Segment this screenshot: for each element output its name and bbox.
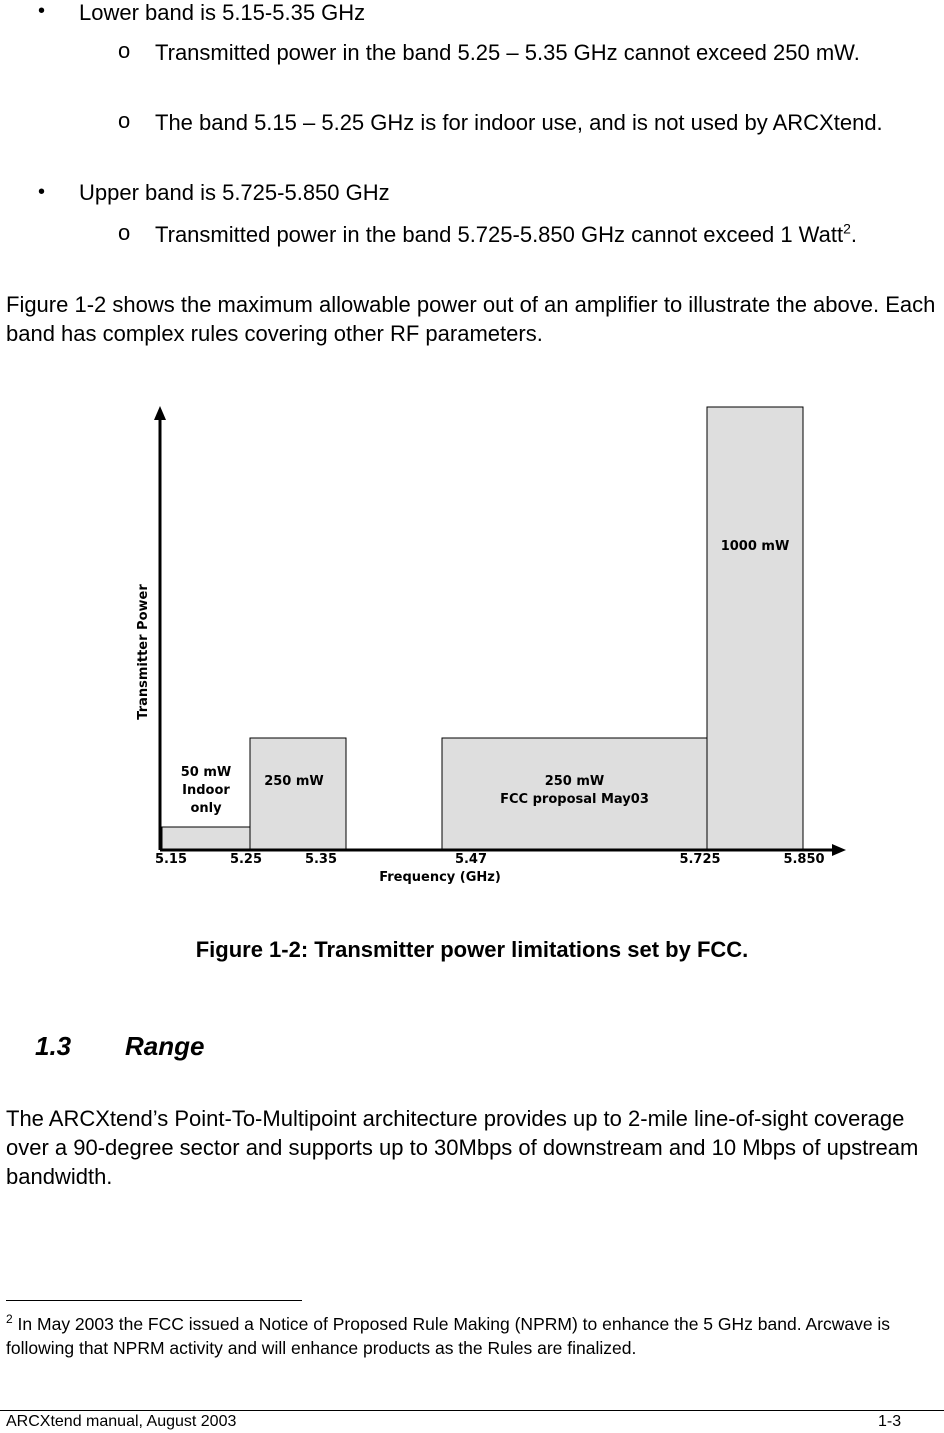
bullet-upper-band: Upper band is 5.725-5.850 GHz <box>79 180 390 205</box>
footnote <box>6 1312 936 1360</box>
band-bar-1 <box>250 738 346 849</box>
figure-caption: Figure 1-2: Transmitter power limitations set by FCC. <box>195 937 749 962</box>
band-label-0-0: 50 mW <box>180 765 232 780</box>
x-tick-label: 5.47 <box>454 852 488 867</box>
sub-bullet-1watt-text: Transmitted power in the band 5.725-5.850 GHz cannot exceed 1 Watt <box>155 222 844 247</box>
footnote-ref: 2 <box>843 220 851 237</box>
x-tick-label: 5.25 <box>229 852 263 867</box>
y-axis-label: Transmitter Power <box>136 584 151 720</box>
band-label-0-1: Indoor <box>182 783 230 798</box>
band-label-3-0: 1000 mW <box>720 539 790 554</box>
band-label-0-2: only <box>190 801 222 816</box>
sub-bullet-marker: o <box>118 108 131 133</box>
band-label-2-1: FCC proposal May03 <box>500 792 649 807</box>
footnote-text: In May 2003 the FCC issued a Notice of Proposed Rule Making (NPRM) to enhance the 5 GHz band. Arcwave is following that NPRM activity and will enhance products as the Rules are finalized. <box>6 1314 891 1358</box>
chart-bars <box>162 407 803 849</box>
x-axis-arrow <box>832 844 846 856</box>
power-chart <box>0 390 944 900</box>
intro-paragraph: Figure 1-2 shows the maximum allowable power out of an amplifier to illustrate the above. Each band has complex rules covering other RF parameters. <box>6 292 936 346</box>
x-tick-label: 5.725 <box>679 852 721 867</box>
bullet-lower-band: Lower band is 5.15-5.35 GHz <box>79 0 366 25</box>
sub-bullet-1watt <box>155 220 915 249</box>
band-bar-3 <box>707 407 803 849</box>
band-label-1-0: 250 mW <box>264 774 324 789</box>
sub-bullet-indoor: The band 5.15 – 5.25 GHz is for indoor use, and is not used by ARCXtend. <box>155 110 883 135</box>
sub-bullet-marker: o <box>118 38 131 63</box>
bullet-marker: • <box>38 0 46 22</box>
band-label-2-0: 250 mW <box>544 774 605 789</box>
sub-bullet-250mw: Transmitted power in the band 5.25 – 5.35 GHz cannot exceed 250 mW. <box>155 40 860 65</box>
footer-left: ARCXtend manual, August 2003 <box>6 1413 237 1430</box>
x-tick-label: 5.35 <box>304 852 338 867</box>
footer-rule <box>0 1410 944 1411</box>
x-tick-label: 5.850 <box>783 852 825 867</box>
bullet-marker: • <box>38 181 46 203</box>
x-axis-label: Frequency (GHz) <box>379 870 501 885</box>
sub-bullet-marker: o <box>118 220 131 245</box>
band-bar-0 <box>162 827 250 849</box>
sub-bullet-1watt-period: . <box>850 222 858 247</box>
range-paragraph: The ARCXtend’s Point-To-Multipoint architecture provides up to 2-mile line-of-sight coverage over a 90-degree sector and supports up to 30Mbps of downstream and 10 Mbps of upstream bandwidth. <box>6 1106 919 1189</box>
footnote-mark: 2 <box>6 1312 13 1327</box>
section-title: Range <box>125 1031 205 1061</box>
x-tick-label: 5.15 <box>154 852 188 867</box>
section-number: 1.3 <box>35 1031 72 1061</box>
y-axis-arrow <box>154 406 166 420</box>
page-number: 1-3 <box>878 1413 902 1430</box>
footnote-separator <box>6 1300 302 1301</box>
